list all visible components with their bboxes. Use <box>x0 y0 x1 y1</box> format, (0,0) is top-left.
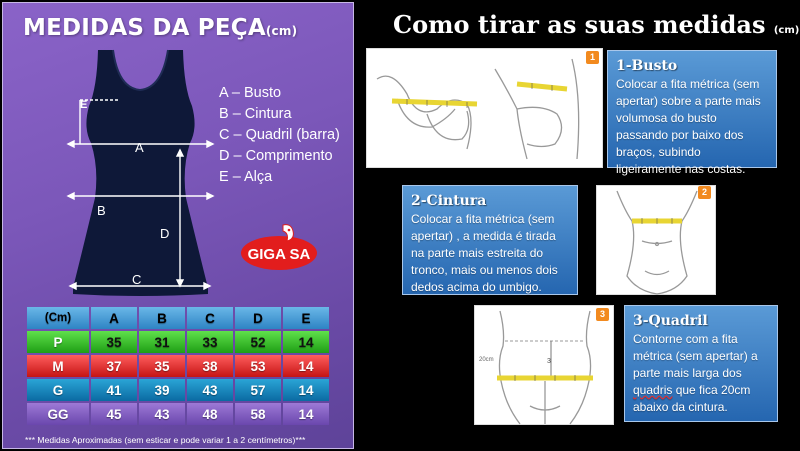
table-cell: 14 <box>283 355 329 377</box>
table-cell: 45 <box>91 403 137 425</box>
size-chart-title-unit: (cm) <box>265 24 298 38</box>
table-row <box>27 403 329 425</box>
legend-item: C – Quadril (barra) <box>219 127 340 143</box>
step-description-part: que fica 20cm abaixo da cintura. <box>633 383 751 414</box>
table-cell: 35 <box>91 331 137 353</box>
size-label-cell: M <box>27 355 89 377</box>
table-row <box>27 331 329 353</box>
step-description: Colocar a fita métrica (sem apertar) , a medida é tirada na parte mais estreita do tronco, mais ou menos dois dedos acima do umbigo. <box>411 212 558 294</box>
step-title: 1-Busto <box>616 58 678 74</box>
table-cell: 43 <box>139 403 185 425</box>
table-cell: 41 <box>91 379 137 401</box>
legend-item: E – Alça <box>219 169 273 185</box>
size-label-cell: P <box>27 331 89 353</box>
shirt-label-c: C <box>132 272 142 287</box>
table-row <box>27 355 329 377</box>
step-number-badge: 2 <box>698 186 711 199</box>
tank-top-diagram <box>58 48 223 298</box>
shirt-label-d: D <box>160 226 170 241</box>
shirt-label-b: B <box>97 203 106 218</box>
how-to-measure-title-unit: (cm) <box>773 25 800 36</box>
table-cell: 38 <box>187 355 233 377</box>
table-cell: 48 <box>187 403 233 425</box>
size-table <box>25 305 331 427</box>
step-card-hip <box>624 305 778 422</box>
footnote: *** Medidas Aproximadas (sem esticar e pode variar 1 a 2 centímetros)*** <box>25 435 306 445</box>
hip-number-label: 3 <box>547 358 551 365</box>
size-chart-title-text: MEDIDAS DA PEÇA <box>23 15 266 41</box>
table-header-cell: (Cm) <box>27 307 89 329</box>
table-cell: 37 <box>91 355 137 377</box>
logo-text: GIGA SA <box>247 246 311 263</box>
measurement-legend <box>219 83 340 188</box>
table-header-cell: D <box>235 307 281 329</box>
table-cell: 31 <box>139 331 185 353</box>
step-card-bust <box>607 50 777 176</box>
table-cell: 14 <box>283 331 329 353</box>
table-cell: 58 <box>235 403 281 425</box>
step-title: 2-Cintura <box>411 193 487 209</box>
table-cell: 57 <box>235 379 281 401</box>
table-header-cell: B <box>139 307 185 329</box>
legend-item: A – Busto <box>219 85 282 101</box>
table-cell: 39 <box>139 379 185 401</box>
table-cell: 14 <box>283 403 329 425</box>
step-number-badge: 3 <box>596 308 609 321</box>
giga-sa-logo <box>239 223 319 271</box>
step-description-part: Contorne com a fita métrica (sem apertar) a parte mais larga dos <box>633 332 758 380</box>
step-card-waist <box>402 185 578 295</box>
shirt-label-e: E <box>80 99 88 111</box>
waist-photo <box>596 185 716 295</box>
table-cell: 43 <box>187 379 233 401</box>
step-title: 3-Quadril <box>633 313 708 329</box>
table-header-cell: C <box>187 307 233 329</box>
size-label-cell: GG <box>27 403 89 425</box>
table-header-row <box>27 307 329 329</box>
table-cell: 33 <box>187 331 233 353</box>
table-row <box>27 379 329 401</box>
bust-photo <box>366 48 603 168</box>
hip-photo <box>474 305 614 425</box>
how-to-measure-title-text: Como tirar as suas medidas <box>393 10 766 39</box>
size-chart-panel <box>2 2 354 449</box>
table-header-cell: A <box>91 307 137 329</box>
how-to-measure-title <box>393 10 799 39</box>
step-description <box>633 331 769 416</box>
legend-item: B – Cintura <box>219 106 292 122</box>
table-cell: 35 <box>139 355 185 377</box>
table-header-cell: E <box>283 307 329 329</box>
size-label-cell: G <box>27 379 89 401</box>
shirt-label-a: A <box>135 140 144 155</box>
hip-distance-label: 20cm <box>479 357 494 363</box>
step-number-badge: 1 <box>586 51 599 64</box>
table-cell: 52 <box>235 331 281 353</box>
size-chart-title <box>23 15 297 41</box>
step-description-misspelled: quadris <box>633 383 673 397</box>
table-cell: 53 <box>235 355 281 377</box>
table-cell: 14 <box>283 379 329 401</box>
step-description: Colocar a fita métrica (sem apertar) sobre a parte mais volumosa do busto passando por baixo dos braços, subindo ligeiramente nas costas. <box>616 77 761 176</box>
legend-item: D – Comprimento <box>219 148 333 164</box>
